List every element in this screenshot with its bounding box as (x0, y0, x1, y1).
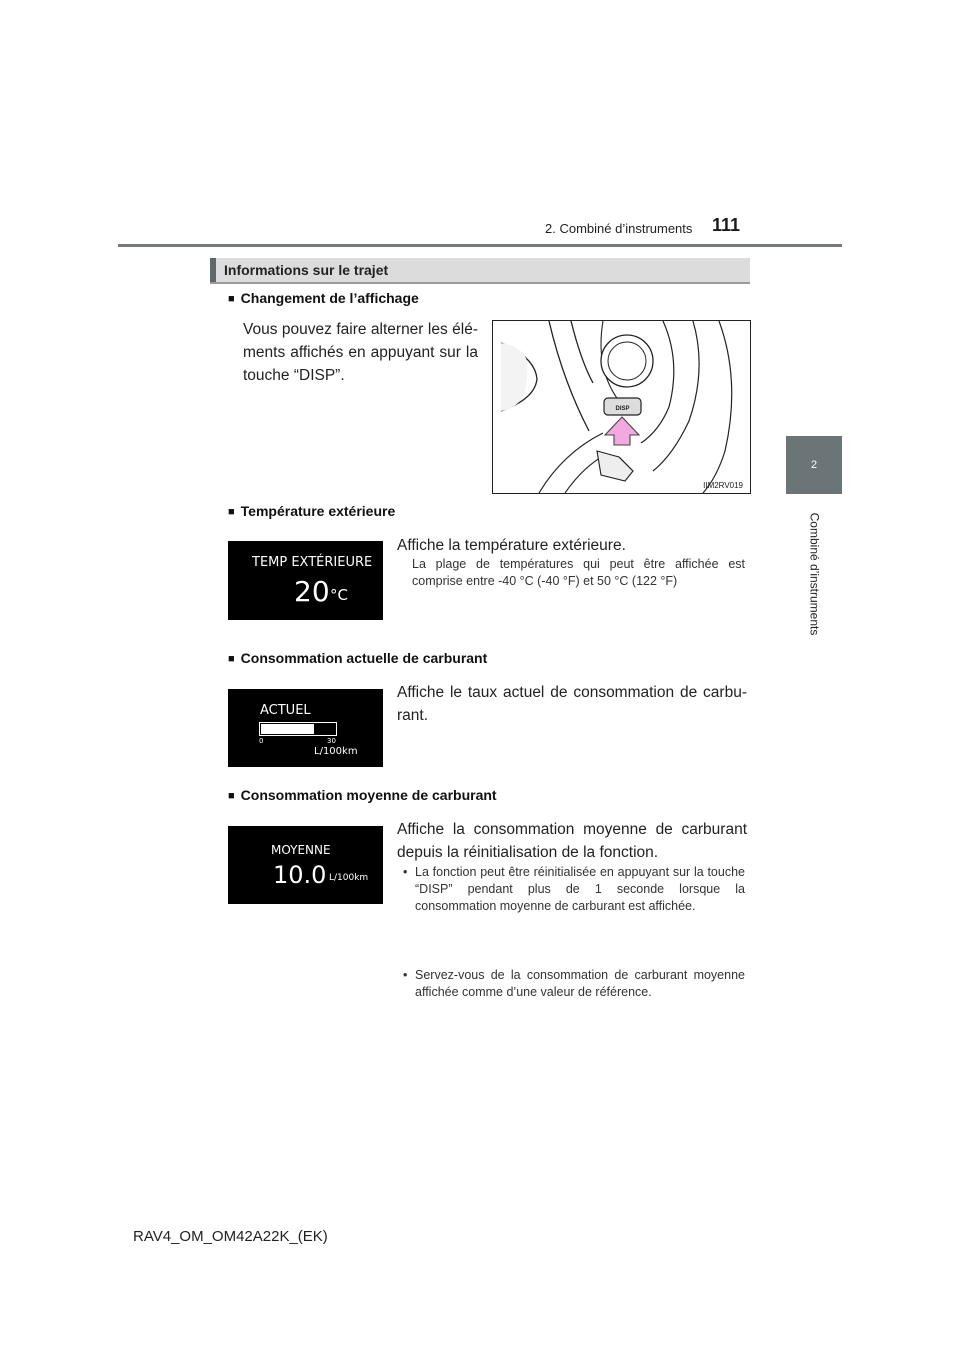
outside-temp-note: La plage de températures qui peut être affichée est comprise entre -40 °C (-40 °F) et 50 °C (122 °F) (412, 557, 745, 588)
current-consumption-unit: L/100km (314, 746, 358, 757)
average-consumption-display (228, 826, 383, 904)
subheading-display-change: ■ Changement de l’affichage (228, 290, 419, 306)
average-consumption-screen-title: MOYENNE (271, 843, 331, 857)
header-divider (118, 244, 842, 247)
chapter-title: Combiné d’instruments (807, 512, 821, 636)
display-change-text: Vous pouvez faire alterner les élé-ments affichés en appuyant sur la touche “DISP”. (243, 321, 478, 384)
outside-temp-text: Affiche la température extérieure. (397, 537, 626, 554)
outside-temp-screen-title: TEMP EXTÉRIEURE (252, 555, 373, 570)
average-consumption-bullet-2: • Servez-vous de la consommation de carburant moyenne affichée comme d’une valeur de référence. (397, 967, 745, 1001)
page-number: 111 (712, 215, 741, 235)
current-consumption-display (228, 689, 383, 767)
outside-temp-value: 20 (294, 575, 330, 608)
disp-button-label: DISP (615, 406, 630, 412)
scale-min-label: 0 (259, 737, 264, 745)
side-tab-spacer (786, 248, 842, 436)
document-code-footer: RAV4_OM_OM42A22K_(EK) (133, 1228, 328, 1245)
average-consumption-unit: L/100km (329, 873, 369, 883)
figure-code: IIM2RV019 (703, 481, 743, 490)
subheading-outside-temp: ■ Température extérieure (228, 503, 395, 519)
section-marker (210, 258, 216, 282)
steering-switch-figure (492, 320, 751, 494)
chapter-number-tab: 2 (786, 436, 842, 494)
consumption-bar-fill (261, 724, 314, 734)
current-consumption-text: Affiche le taux actuel de consommation de carbu-rant. (397, 684, 747, 724)
average-consumption-bullet-1: • La fonction peut être réinitialisée en appuyant sur la touche “DISP” pendant plus de 1 seconde lorsque la consommation moyenne de carburant est affichée. (397, 864, 745, 915)
outside-temp-display (228, 541, 383, 620)
consumption-bar-gauge (259, 722, 337, 736)
average-consumption-value: 10.0 (273, 861, 327, 889)
average-consumption-text: Affiche la consommation moyenne de carburant depuis la réinitialisation de la fonction. (397, 821, 747, 861)
subheading-average-consumption: ■ Consommation moyenne de carburant (228, 787, 497, 803)
section-heading: Informations sur le trajet (224, 262, 389, 278)
outside-temp-unit: °C (330, 586, 348, 604)
current-consumption-screen-title: ACTUEL (260, 703, 311, 718)
running-header-section: 2. Combiné d’instruments (545, 221, 693, 236)
subheading-current-consumption: ■ Consommation actuelle de carburant (228, 650, 487, 666)
section-heading-bar (210, 258, 750, 284)
chapter-title-tab (786, 494, 842, 654)
steering-switch-illustration (493, 321, 750, 493)
scale-max-label: 30 (327, 737, 336, 745)
